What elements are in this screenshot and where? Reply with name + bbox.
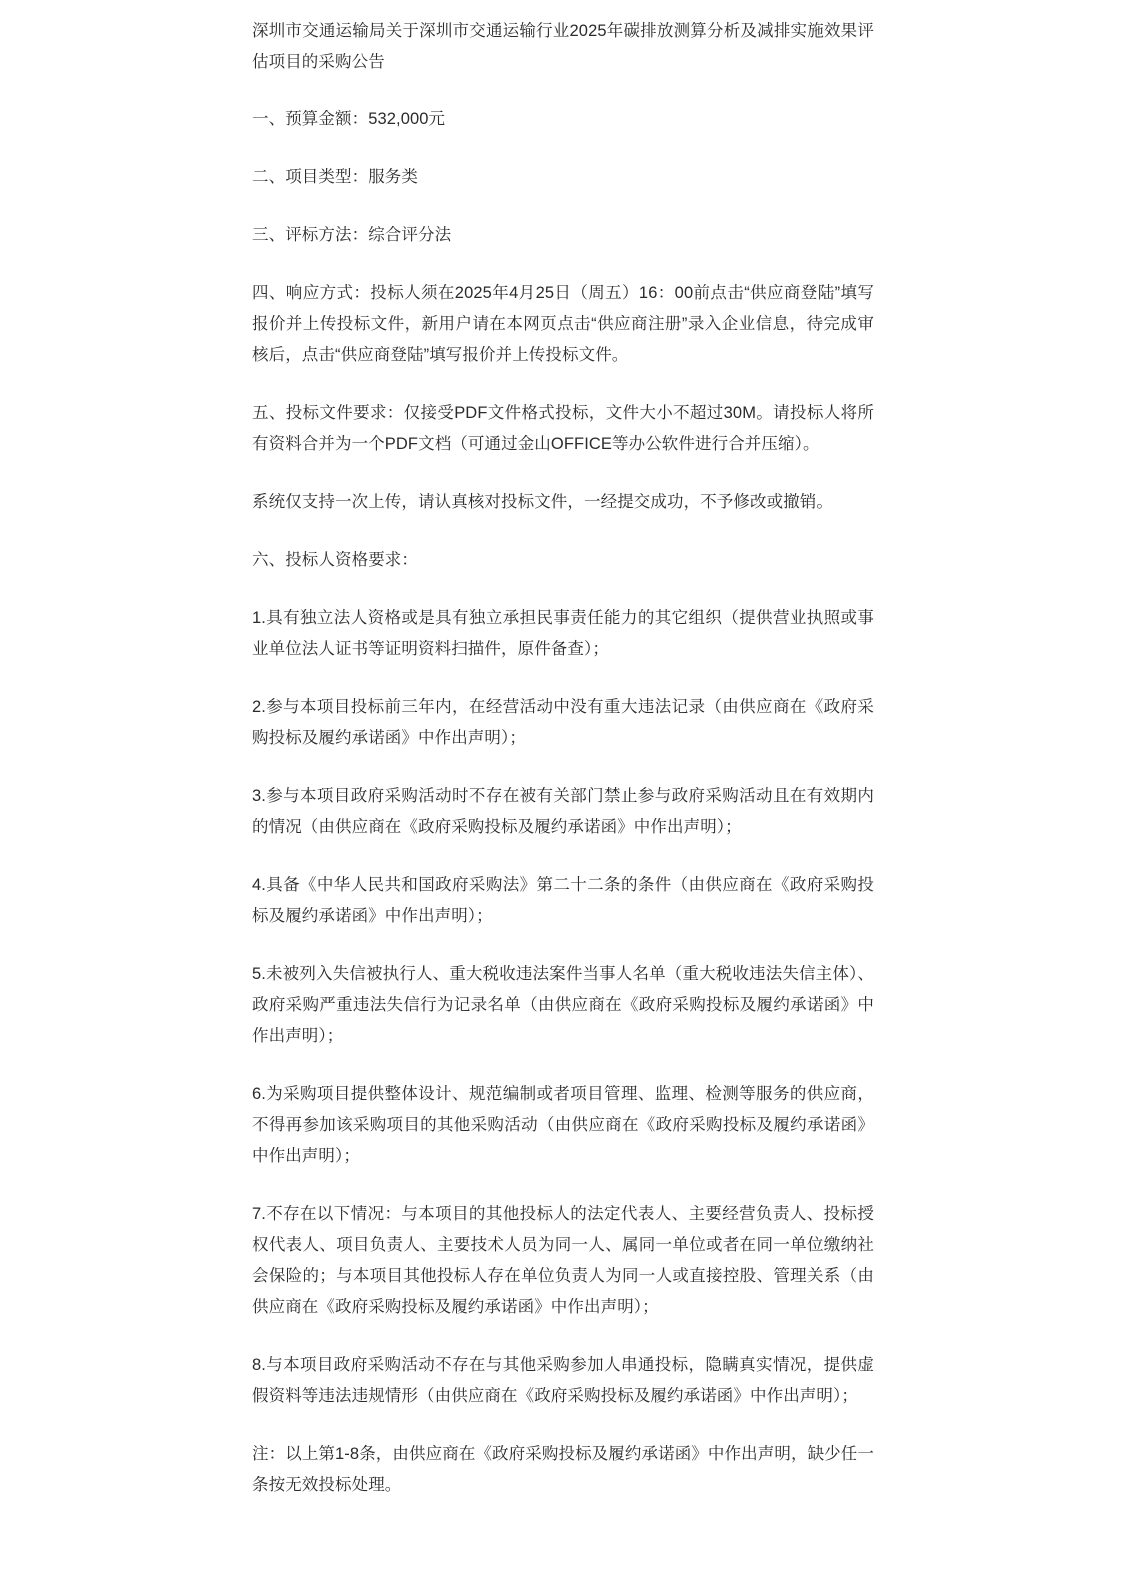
paragraph-qualification-7: 7.不存在以下情况：与本项目的其他投标人的法定代表人、主要经营负责人、投标授权代表人、项目负责人、主要技术人员为同一人、属同一单位或者在同一单位缴纳社会保险的；与本项目其他投标人存在单位负责人为同一人或直接控股、管理关系（由供应商在《政府采购投标及履约承诺函》中作出声明）； [252, 1205, 874, 1316]
paragraph-project-type: 二、项目类型：服务类 [252, 168, 418, 186]
announcement-body [252, 16, 874, 1588]
paragraph-evaluation-method: 三、评标方法：综合评分法 [252, 226, 452, 244]
paragraph-upload-notice: 系统仅支持一次上传，请认真核对投标文件，一经提交成功，不予修改或撤销。 [252, 493, 833, 511]
paragraph-qualification-note: 注：以上第1-8条，由供应商在《政府采购投标及履约承诺函》中作出声明，缺少任一条按无效投标处理。 [252, 1445, 874, 1494]
paragraph-qualification-5: 5.未被列入失信被执行人、重大税收违法案件当事人名单（重大税收违法失信主体）、政府采购严重违法失信行为记录名单（由供应商在《政府采购投标及履约承诺函》中作出声明）； [252, 965, 874, 1045]
paragraph-qualification-1: 1.具有独立法人资格或是具有独立承担民事责任能力的其它组织（提供营业执照或事业单位法人证书等证明资料扫描件，原件备查）； [252, 609, 874, 658]
paragraph-qualification-heading: 六、投标人资格要求： [252, 551, 418, 569]
paragraph-budget: 一、预算金额：532,000元 [252, 110, 446, 128]
paragraph-qualification-6: 6.为采购项目提供整体设计、规范编制或者项目管理、监理、检测等服务的供应商，不得再参加该采购项目的其他采购活动（由供应商在《政府采购投标及履约承诺函》中作出声明）； [252, 1085, 874, 1165]
paragraph-qualification-8: 8.与本项目政府采购活动不存在与其他采购参加人串通投标，隐瞒真实情况，提供虚假资料等违法违规情形（由供应商在《政府采购投标及履约承诺函》中作出声明）； [252, 1356, 874, 1405]
paragraph-qualification-4: 4.具备《中华人民共和国政府采购法》第二十二条的条件（由供应商在《政府采购投标及履约承诺函》中作出声明）； [252, 876, 874, 925]
page-bottom-spacer [252, 1528, 874, 1588]
paragraph-response-method: 四、响应方式：投标人须在2025年4月25日（周五）16：00前点击“供应商登陆”填写报价并上传投标文件，新用户请在本网页点击“供应商注册”录入企业信息，待完成审核后，点击“供应商登陆”填写报价并上传投标文件。 [252, 284, 874, 364]
paragraph-qualification-3: 3.参与本项目政府采购活动时不存在被有关部门禁止参与政府采购活动且在有效期内的情况（由供应商在《政府采购投标及履约承诺函》中作出声明）； [252, 787, 874, 836]
page-title: 深圳市交通运输局关于深圳市交通运输行业2025年碳排放测算分析及减排实施效果评估项目的采购公告 [252, 22, 874, 71]
paragraph-qualification-2: 2.参与本项目投标前三年内，在经营活动中没有重大违法记录（由供应商在《政府采购投标及履约承诺函》中作出声明）； [252, 698, 874, 747]
paragraph-bid-file-requirements: 五、投标文件要求：仅接受PDF文件格式投标，文件大小不超过30M。请投标人将所有资料合并为一个PDF文档（可通过金山OFFICE等办公软件进行合并压缩）。 [252, 404, 874, 453]
